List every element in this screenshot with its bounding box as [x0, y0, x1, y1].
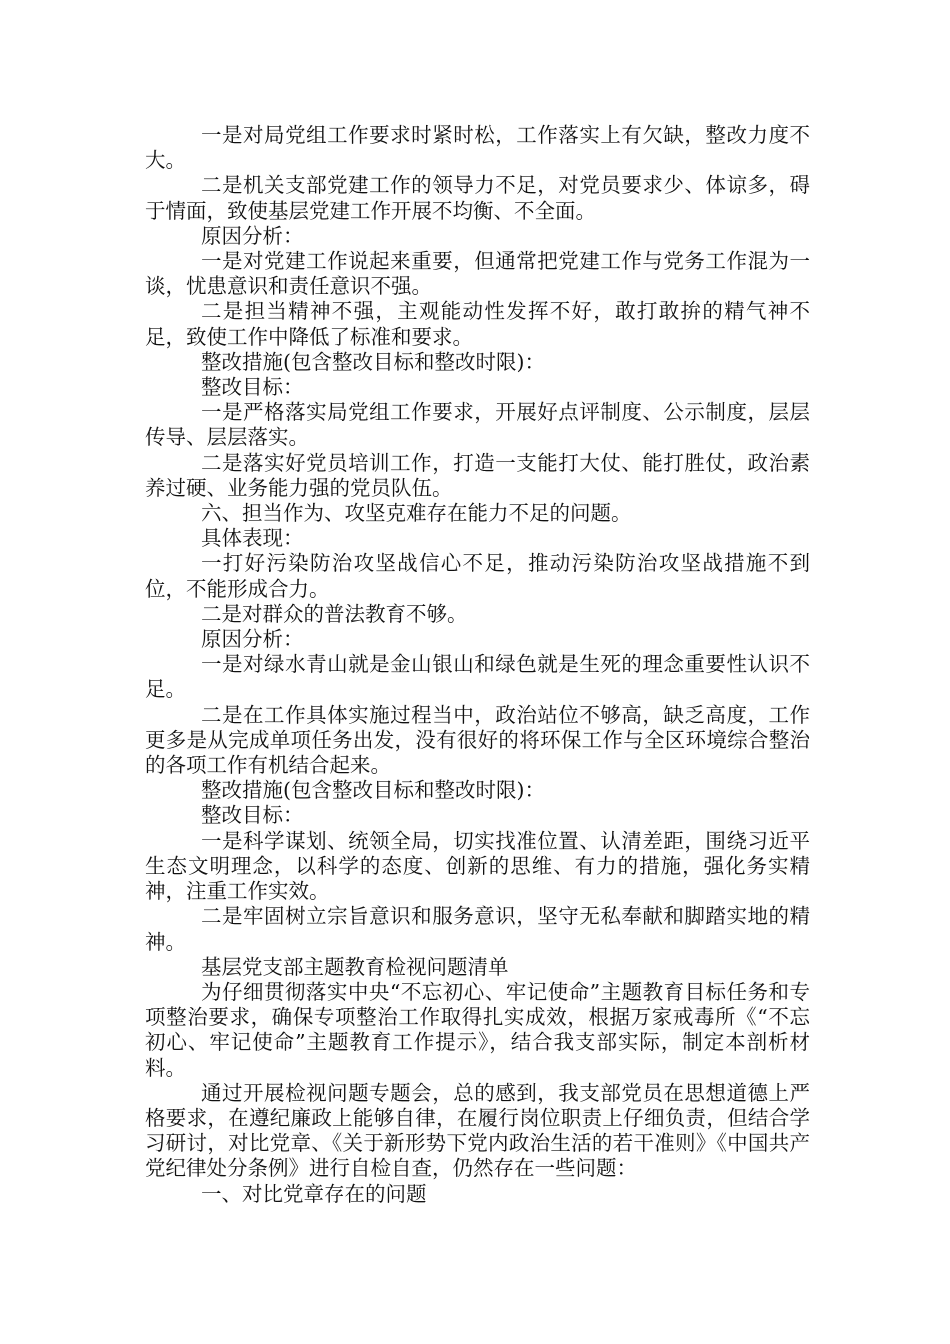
document-body: [145, 123, 810, 1207]
paragraph: 具体表现：: [201, 526, 304, 551]
paragraph: 一是对局党组工作要求时紧时松，工作落实上有欠缺，整改力度不大。: [145, 123, 810, 173]
paragraph: 一打好污染防治攻坚战信心不足，推动污染防治攻坚战措施不到位，不能形成合力。: [145, 551, 810, 601]
paragraph: 整改措施(包含整改目标和整改时限)：: [201, 349, 545, 374]
paragraph: 原因分析：: [201, 223, 304, 248]
paragraph: 通过开展检视问题专题会，总的感到，我支部党员在思想道德上严格要求，在遵纪廉政上能够自律，在履行岗位职责上仔细负责，但结合学习研讨，对比党章、《关于新形势下党内政治生活的若干准则》《中国共产党纪律处分条例》进行自检自查，仍然存在一些问题：: [145, 1080, 810, 1181]
section-heading: 一、对比党章存在的问题: [201, 1181, 427, 1206]
paragraph: 原因分析：: [201, 627, 304, 652]
paragraph: 整改目标：: [201, 803, 304, 828]
paragraph: 二是牢固树立宗旨意识和服务意识，坚守无私奉献和脚踏实地的精神。: [145, 904, 810, 954]
paragraph: 二是落实好党员培训工作，打造一支能打大仗、能打胜仗，政治素养过硬、业务能力强的党员队伍。: [145, 450, 810, 500]
paragraph: 为仔细贯彻落实中央“不忘初心、牢记使命”主题教育目标任务和专项整治要求，确保专项整治工作取得扎实成效，根据万家戒毒所《“不忘初心、牢记使命”主题教育工作提示》，结合我支部实际，制定本剖析材料。: [145, 979, 810, 1080]
paragraph: 二是机关支部党建工作的领导力不足，对党员要求少、体谅多，碍于情面，致使基层党建工作开展不均衡、不全面。: [145, 173, 810, 223]
paragraph: 整改目标：: [201, 375, 304, 400]
paragraph: 二是担当精神不强，主观能动性发挥不好，敢打敢拚的精气神不足，致使工作中降低了标准和要求。: [145, 299, 810, 349]
paragraph: 一是对党建工作说起来重要，但通常把党建工作与党务工作混为一谈，忧患意识和责任意识不强。: [145, 249, 810, 299]
paragraph: 一是对绿水青山就是金山银山和绿色就是生死的理念重要性认识不足。: [145, 652, 810, 702]
paragraph: 二是对群众的普法教育不够。: [201, 601, 468, 626]
paragraph: 一是科学谋划、统领全局，切实找准位置、认清差距，围绕习近平生态文明理念，以科学的态度、创新的思维、有力的措施，强化务实精神，注重工作实效。: [145, 828, 810, 904]
document-title: 基层党支部主题教育检视问题清单: [201, 954, 509, 979]
paragraph: 整改措施(包含整改目标和整改时限)：: [201, 778, 545, 803]
paragraph: 一是严格落实局党组工作要求，开展好点评制度、公示制度，层层传导、层层落实。: [145, 400, 810, 450]
section-heading: 六、担当作为、攻坚克难存在能力不足的问题。: [201, 501, 632, 526]
paragraph: 二是在工作具体实施过程当中，政治站位不够高，缺乏高度，工作更多是从完成单项任务出发，没有很好的将环保工作与全区环境综合整治的各项工作有机结合起来。: [145, 702, 810, 778]
